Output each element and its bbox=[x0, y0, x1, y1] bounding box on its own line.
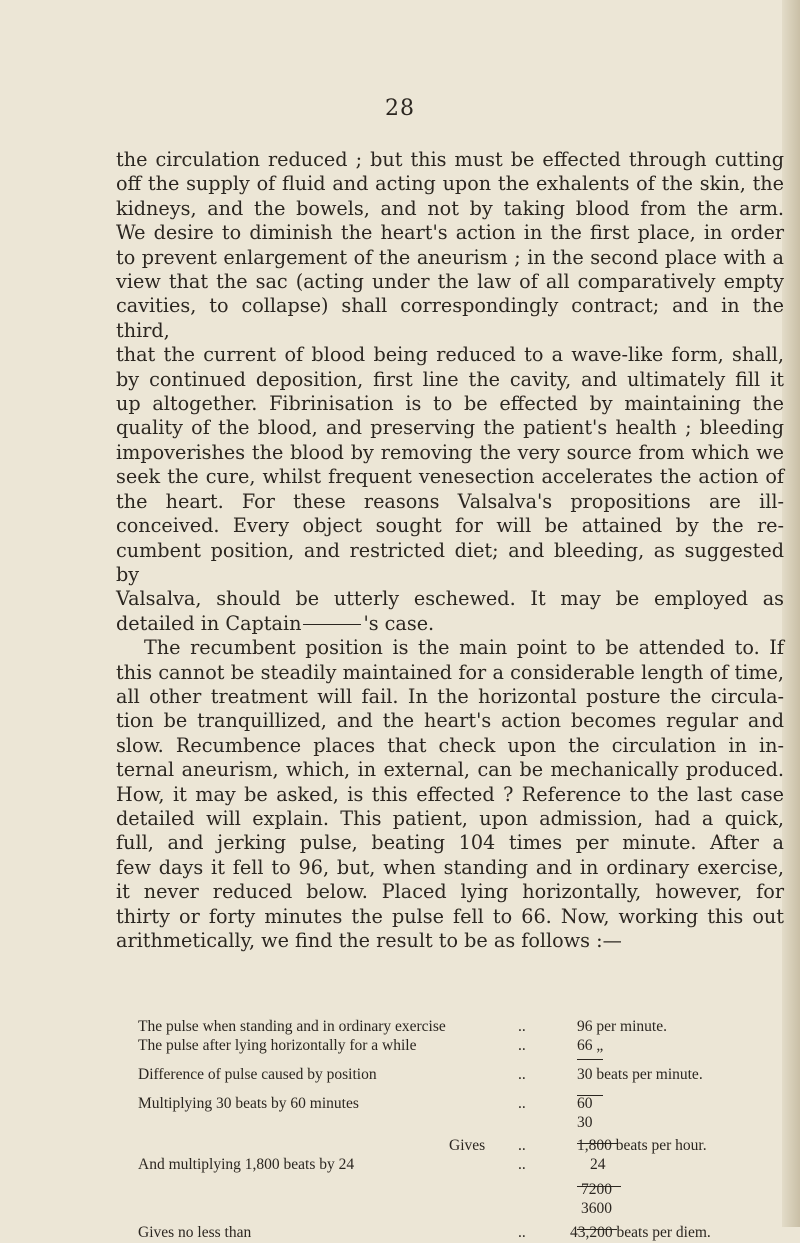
calc-row bbox=[138, 1066, 758, 1085]
text-line: How, it may be asked, is this effected ? Reference to the last case bbox=[116, 782, 784, 806]
captain-line bbox=[116, 612, 784, 636]
calc-value: 66 „ bbox=[577, 1037, 604, 1054]
text-line: the heart. For these reasons Valsalva's propositions are ill- bbox=[116, 489, 784, 513]
text-line: off the supply of fluid and acting upon the exhalents of the skin, the bbox=[116, 172, 784, 196]
page-edge bbox=[782, 0, 800, 1227]
text-line: cavities, to collapse) shall correspondingly contract; and in the third, bbox=[116, 294, 784, 342]
text-line: few days it fell to 96, but, when standing and in ordinary exercise, bbox=[116, 855, 784, 879]
text-line: that the current of blood being reduced to a wave-like form, shall, bbox=[116, 343, 784, 367]
text-line: view that the sac (acting under the law of all comparatively empty bbox=[116, 270, 784, 294]
calc-leader: .. bbox=[518, 1066, 526, 1083]
text-line: Valsalva, should be utterly eschewed. It may be employed as bbox=[116, 587, 784, 611]
text-line: quality of the blood, and preserving the patient's health ; bleeding bbox=[116, 416, 784, 440]
text-line: this cannot be steadily maintained for a considerable length of time, bbox=[116, 660, 784, 684]
text-line: impoverishes the blood by removing the very source from which we bbox=[116, 440, 784, 464]
text-line: slow. Recumbence places that check upon the circulation in in- bbox=[116, 733, 784, 757]
calc-value: 60 bbox=[577, 1095, 593, 1112]
calc-value: 96 per minute. bbox=[577, 1018, 667, 1035]
text-line: it never reduced below. Placed lying horizontally, however, for bbox=[116, 880, 784, 904]
calc-value: 30 bbox=[577, 1114, 593, 1131]
text-line: kidneys, and the bowels, and not by taking blood from the arm. bbox=[116, 196, 784, 220]
calc-leader: .. bbox=[518, 1018, 526, 1035]
text-line: conceived. Every object sought for will be attained by the re- bbox=[116, 514, 784, 538]
calc-row bbox=[138, 1181, 758, 1200]
calc-row bbox=[138, 1018, 758, 1037]
calc-leader: .. bbox=[518, 1095, 526, 1112]
text-line: arithmetically, we find the result to be as follows :— bbox=[116, 929, 622, 952]
text-line: ternal aneurism, which, in external, can be mechanically produced. bbox=[116, 758, 784, 782]
text-line: The recumbent position is the main point to be attended to. If bbox=[144, 636, 784, 660]
sum-rule bbox=[577, 1059, 603, 1060]
calc-label: And multiplying 1,800 beats by 24 bbox=[138, 1156, 355, 1173]
pulse-calculation bbox=[138, 1018, 758, 1243]
text-line: up altogether. Fibrinisation is to be effected by maintaining the bbox=[116, 392, 784, 416]
calc-value: 3600 bbox=[581, 1200, 612, 1217]
calc-row bbox=[138, 1137, 758, 1156]
calc-leader: .. bbox=[518, 1137, 526, 1154]
text-line: by continued deposition, first line the cavity, and ultimately fill it bbox=[116, 367, 784, 391]
captain-line-before: detailed in Captain bbox=[116, 611, 302, 635]
calc-label: The pulse when standing and in ordinary exercise bbox=[138, 1018, 446, 1035]
text-line: full, and jerking pulse, beating 104 times per minute. After a bbox=[116, 831, 784, 855]
calc-value: 24 bbox=[590, 1156, 606, 1173]
calc-label: Difference of pulse caused by position bbox=[138, 1066, 377, 1083]
body-text bbox=[116, 148, 784, 953]
calc-row bbox=[138, 1114, 758, 1133]
calc-value: 30 beats per minute. bbox=[577, 1066, 703, 1083]
text-line: the circulation reduced ; but this must be effected through cutting bbox=[116, 148, 784, 171]
calc-row bbox=[138, 1095, 758, 1114]
text-line: detailed will explain. This patient, upon admission, had a quick, bbox=[116, 806, 784, 830]
calc-leader: .. bbox=[518, 1224, 526, 1241]
calc-value: 1,800 beats per hour. bbox=[577, 1137, 707, 1154]
text-line: cumbent position, and restricted diet; and bleeding, as suggested by bbox=[116, 538, 784, 586]
text-line: to prevent enlargement of the aneurism ; in the second place with a bbox=[116, 245, 784, 269]
captain-line-after: 's case. bbox=[363, 611, 435, 635]
text-line: seek the cure, whilst frequent venesection accelerates the action of bbox=[116, 465, 784, 489]
calc-leader: .. bbox=[518, 1037, 526, 1054]
calc-row bbox=[138, 1200, 758, 1219]
calc-label: Multiplying 30 beats by 60 minutes bbox=[138, 1095, 359, 1112]
text-line: thirty or forty minutes the pulse fell to 66. Now, working this out bbox=[116, 904, 784, 928]
calc-label: Gives no less than bbox=[138, 1224, 252, 1241]
name-omitted-dash bbox=[303, 624, 361, 625]
calc-value: 7200 bbox=[581, 1181, 612, 1198]
calc-row bbox=[138, 1156, 758, 1175]
calc-gives: Gives bbox=[449, 1137, 486, 1154]
text-line: We desire to diminish the heart's action in the first place, in order bbox=[116, 221, 784, 245]
page-number: 28 bbox=[385, 96, 415, 121]
calc-label: The pulse after lying horizontally for a while bbox=[138, 1037, 417, 1054]
text-line: all other treatment will fail. In the horizontal posture the circula- bbox=[116, 684, 784, 708]
calc-leader: .. bbox=[518, 1156, 526, 1173]
text-line: tion be tranquillized, and the heart's action becomes regular and bbox=[116, 709, 784, 733]
calc-value: 43,200 beats per diem. bbox=[570, 1224, 711, 1241]
calc-row bbox=[138, 1037, 758, 1056]
